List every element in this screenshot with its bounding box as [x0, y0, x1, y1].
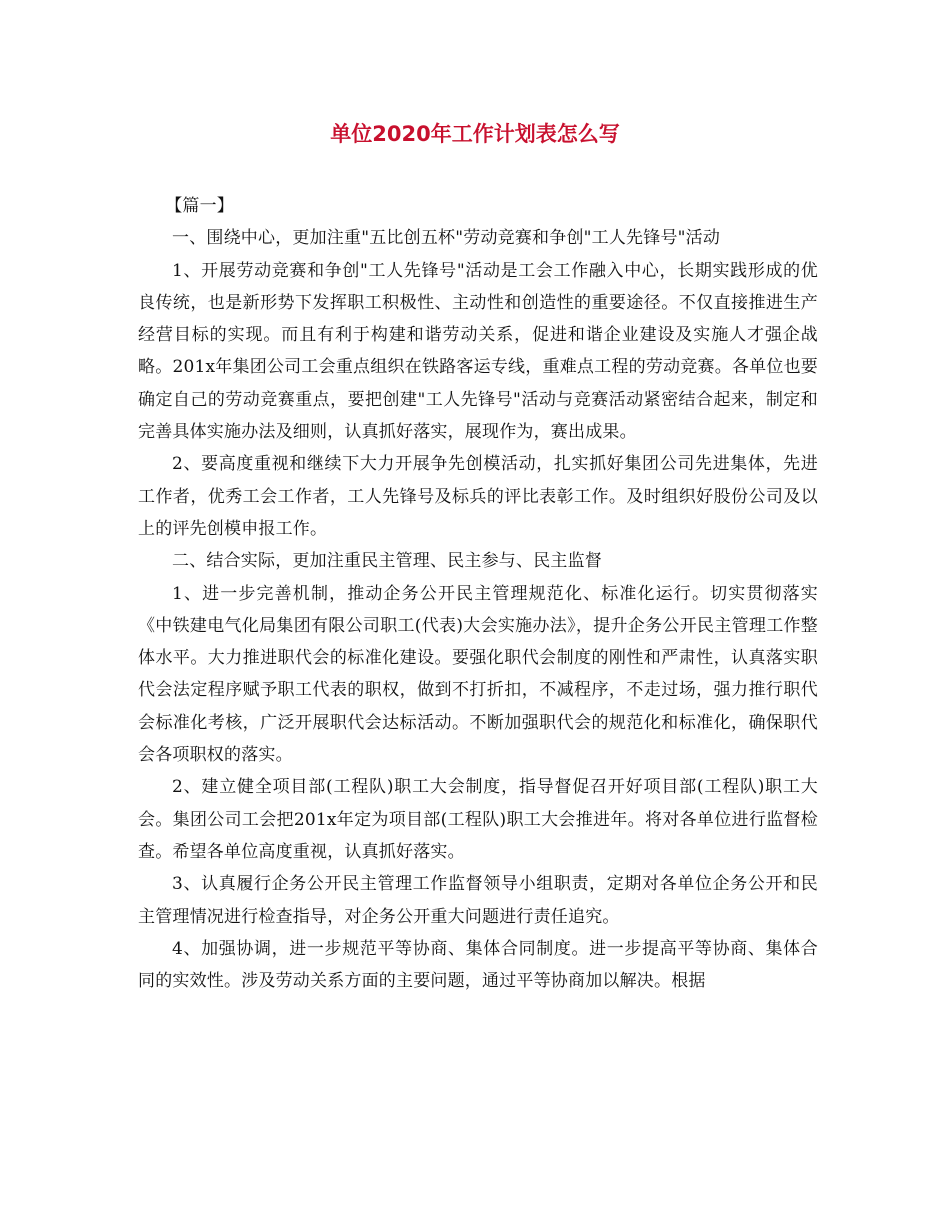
- body-paragraph: 1、进一步完善机制，推动企务公开民主管理规范化、标准化运行。切实贯彻落实《中铁建电气化局集团有限公司职工(代表)大会实施办法》，提升企务公开民主管理工作整体水平。大力推进职代会的标准化建设。要强化职代会制度的刚性和严肃性，认真落实职代会法定程序赋予职工代表的职权，做到不打折扣，不减程序，不走过场，强力推行职代会标准化考核，广泛开展职代会达标活动。不断加强职代会的规范化和标准化，确保职代会各项职权的落实。: [138, 583, 818, 766]
- body-paragraph: 3、认真履行企务公开民主管理工作监督领导小组职责，定期对各单位企务公开和民主管理情况进行检查指导，对企务公开重大问题进行责任追究。: [138, 874, 818, 927]
- section-heading-1: 一、围绕中心，更加注重"五比创五杯"劳动竞赛和争创"工人先锋号"活动: [172, 228, 721, 249]
- section-heading-2: 二、结合实际，更加注重民主管理、民主参与、民主监督: [172, 551, 602, 572]
- section-label-pian-yi: 【篇一】: [165, 196, 234, 216]
- body-paragraph: 4、加强协调，进一步规范平等协商、集体合同制度。进一步提高平等协商、集体合同的实效性。涉及劳动关系方面的主要问题，通过平等协商加以解决。根据: [138, 938, 818, 992]
- body-paragraph: 2、建立健全项目部(工程队)职工大会制度，指导督促召开好项目部(工程队)职工大会。集团公司工会把201x年定为项目部(工程队)职工大会推进年。将对各单位进行监督检查。希望各单位高度重视，认真抓好落实。: [138, 777, 818, 862]
- document-title: 单位2020年工作计划表怎么写: [330, 122, 620, 146]
- body-paragraph: 2、要高度重视和继续下大力开展争先创模活动，扎实抓好集团公司先进集体，先进工作者，优秀工会工作者，工人先锋号及标兵的评比表彰工作。及时组织好股份公司及以上的评先创模申报工作。: [138, 454, 818, 539]
- body-paragraph: 1、开展劳动竞赛和争创"工人先锋号"活动是工会工作融入中心，长期实践形成的优良传统，也是新形势下发挥职工积极性、主动性和创造性的重要途径。不仅直接推进生产经营目标的实现。而且有利于构建和谐劳动关系，促进和谐企业建设及实施人才强企战略。201x年集团公司工会重点组织在铁路客运专线，重难点工程的劳动竞赛。各单位也要确定自己的劳动竞赛重点，要把创建"工人先锋号"活动与竞赛活动紧密结合起来，制定和完善具体实施办法及细则，认真抓好落实，展现作为，赛出成果。: [138, 260, 818, 443]
- document-body: [138, 190, 818, 997]
